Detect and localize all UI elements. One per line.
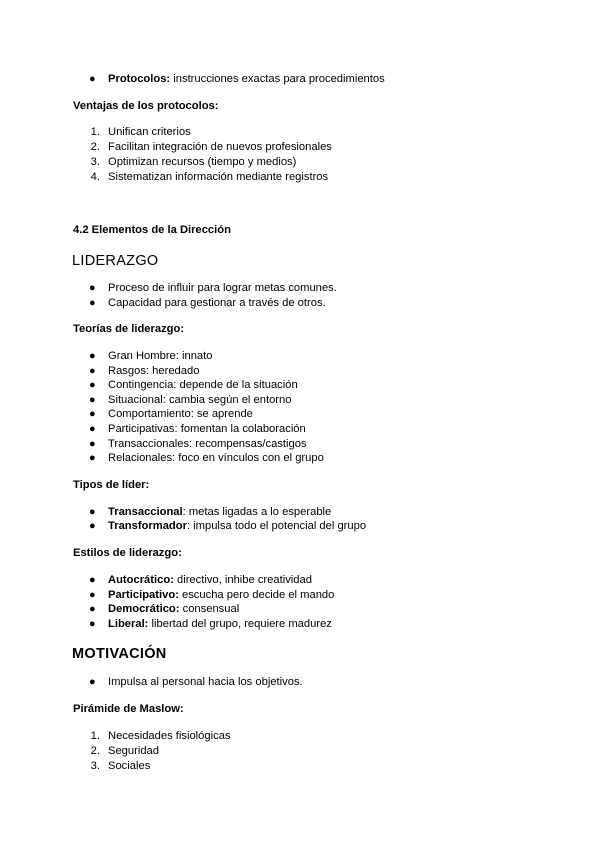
- list-number: 2.: [90, 141, 100, 153]
- list-number: 2.: [90, 745, 100, 757]
- list-number: 1.: [90, 730, 100, 742]
- ventajas-item: Sistematizan información mediante registros: [108, 171, 329, 183]
- bullet-marker: ●: [89, 438, 96, 450]
- estilo-term: Liberal:: [108, 618, 149, 630]
- protocolos-term: Protocolos:: [108, 73, 171, 85]
- tipo-term: Transformador: [108, 520, 187, 532]
- bullet-marker: ●: [89, 379, 96, 391]
- estilo-term: Participativo:: [108, 589, 179, 601]
- teoria-item: Transaccionales: recompensas/castigos: [108, 438, 307, 450]
- tipos-heading: Tipos de líder:: [73, 479, 150, 491]
- teoria-item: Gran Hombre: innato: [108, 350, 213, 362]
- teoria-item: Situacional: cambia según el entorno: [108, 394, 292, 406]
- bullet-marker: ●: [89, 574, 96, 586]
- estilo-term: Autocrático:: [108, 574, 174, 586]
- estilo-definition: directivo, inhibe creatividad: [173, 574, 312, 586]
- bullet-marker: ●: [89, 603, 96, 615]
- liderazgo-item: Proceso de influir para lograr metas comunes.: [108, 282, 337, 294]
- maslow-item: Sociales: [108, 760, 151, 772]
- list-number: 3.: [90, 156, 100, 168]
- estilo-item: [108, 617, 332, 631]
- maslow-item: Necesidades fisiológicas: [108, 730, 231, 742]
- tipo-definition: : impulsa todo el potencial del grupo: [186, 520, 367, 532]
- bullet-marker: ●: [89, 408, 96, 420]
- bullet-marker: ●: [89, 506, 96, 518]
- teoria-item: Relacionales: foco en vínculos con el grupo: [108, 452, 324, 464]
- estilo-term: Democrático:: [108, 603, 180, 615]
- bullet-marker: ●: [89, 73, 96, 85]
- motivacion-title: MOTIVACIÓN: [72, 646, 167, 662]
- bullet-marker: ●: [89, 618, 96, 630]
- maslow-heading: Pirámide de Maslow:: [73, 703, 184, 715]
- bullet-marker: ●: [89, 365, 96, 377]
- estilo-item: [108, 573, 312, 587]
- tipo-item: [108, 505, 331, 519]
- tipo-definition: : metas ligadas a lo esperable: [182, 506, 332, 518]
- bullet-marker: ●: [89, 676, 96, 688]
- list-number: 1.: [90, 126, 100, 138]
- list-number: 3.: [90, 760, 100, 772]
- estilo-item: [108, 602, 239, 616]
- bullet-marker: ●: [89, 589, 96, 601]
- bullet-marker: ●: [89, 350, 96, 362]
- section-heading: 4.2 Elementos de la Dirección: [73, 224, 231, 236]
- teoria-item: Comportamiento: se aprende: [108, 408, 253, 420]
- ventajas-item: Optimizan recursos (tiempo y medios): [108, 156, 297, 168]
- estilo-definition: libertad del grupo, requiere madurez: [148, 618, 332, 630]
- motivacion-item: Impulsa al personal hacia los objetivos.: [108, 676, 303, 688]
- ventajas-item: Unifican criterios: [108, 126, 191, 138]
- bullet-marker: ●: [89, 282, 96, 294]
- estilo-item: [108, 588, 334, 602]
- teorias-heading: Teorías de liderazgo:: [73, 323, 185, 335]
- protocolos-definition: instrucciones exactas para procedimientos: [170, 73, 385, 85]
- ventajas-heading: Ventajas de los protocolos:: [73, 100, 219, 112]
- teoria-item: Contingencia: depende de la situación: [108, 379, 298, 391]
- tipo-term: Transaccional: [108, 506, 183, 518]
- teoria-item: Participativas: fomentan la colaboración: [108, 423, 306, 435]
- bullet-marker: ●: [89, 520, 96, 532]
- bullet-marker: ●: [89, 297, 96, 309]
- tipo-item: [108, 519, 366, 533]
- estilo-definition: escucha pero decide el mando: [178, 589, 335, 601]
- bullet-marker: ●: [89, 394, 96, 406]
- estilo-definition: consensual: [179, 603, 240, 615]
- bullet-marker: ●: [89, 423, 96, 435]
- protocolos-item: [108, 72, 385, 86]
- estilos-heading: Estilos de liderazgo:: [73, 547, 182, 559]
- bullet-marker: ●: [89, 452, 96, 464]
- teoria-item: Rasgos: heredado: [108, 365, 200, 377]
- liderazgo-title: LIDERAZGO: [72, 253, 159, 269]
- ventajas-item: Facilitan integración de nuevos profesionales: [108, 141, 332, 153]
- maslow-item: Seguridad: [108, 745, 160, 757]
- list-number: 4.: [90, 171, 100, 183]
- liderazgo-item: Capacidad para gestionar a través de otros.: [108, 297, 326, 309]
